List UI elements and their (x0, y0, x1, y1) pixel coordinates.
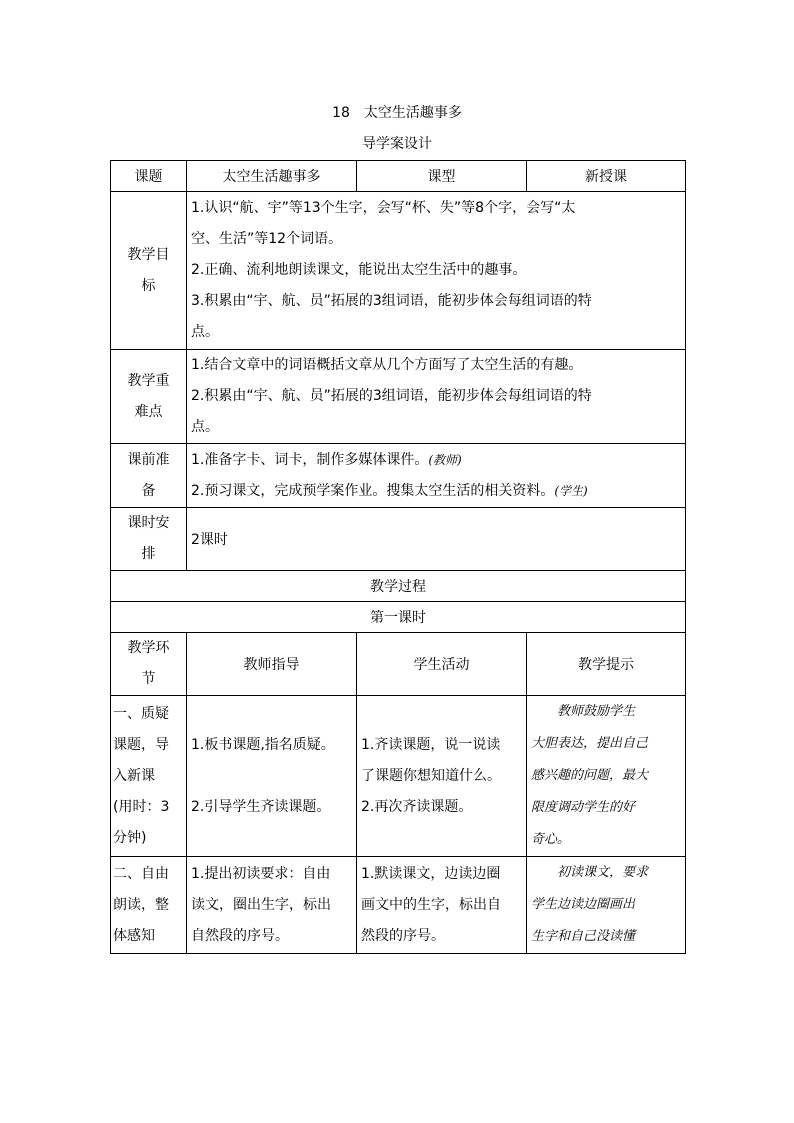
step-student-activity: 1.默读课文，边读边圈 画文中的生字，标出自 然段的序号。 (357, 857, 527, 954)
key-points-row (111, 350, 686, 444)
lesson-one-row (111, 602, 686, 633)
goal-line: 3.积累由“宇、航、员”拓展的3组词语，能初步体会每组词语的特 (191, 293, 592, 309)
topic-value: 太空生活趣事多 (187, 161, 357, 192)
type-value: 新授课 (527, 161, 686, 192)
table-row (111, 696, 686, 857)
key-points-content (187, 350, 686, 444)
step-teaching-tip: 教师鼓励学生 大胆表达，提出自己 感兴趣的问题，最大 限度调动学生的好 奇心。 (527, 696, 686, 857)
topic-label: 课题 (111, 161, 187, 192)
goal-line: 点。 (191, 324, 219, 340)
preparation-note: (教师) (428, 452, 462, 467)
goal-line: 2.正确、流利地朗读课文，能说出太空生活中的趣事。 (191, 262, 527, 278)
column-header-tips: 教学提示 (527, 633, 686, 696)
process-title: 教学过程 (111, 571, 686, 602)
key-point-line: 点。 (191, 419, 219, 435)
preparation-content (187, 444, 686, 508)
step-teaching-tip: 初读课文，要求 学生边读边圈画出 生字和自己没读懂 (527, 857, 686, 954)
goal-line: 空、生活”等12个词语。 (191, 231, 343, 247)
schedule-value: 2课时 (187, 508, 686, 571)
key-point-line: 2.积累由“宇、航、员”拓展的3组词语，能初步体会每组词语的特 (191, 388, 592, 404)
key-points-label: 教学重 难点 (111, 350, 187, 444)
preparation-line: 2.预习课文，完成预学案作业。搜集太空生活的相关资料。(学生) (191, 482, 588, 499)
preparation-line: 1.准备字卡、词卡，制作多媒体课件。(教师) (191, 451, 462, 468)
step-stage: 一、质疑 课题，导 入新课 (用时：3 分钟) (111, 696, 187, 857)
column-header-teacher: 教师指导 (187, 633, 357, 696)
document-subtitle: 导学案设计 (362, 136, 432, 152)
goal-line: 1.认识“航、宇”等13个生字，会写“杯、失”等8个字，会写“太 (191, 200, 576, 216)
goals-row (111, 192, 686, 350)
goals-content (187, 192, 686, 350)
preparation-note: (学生) (554, 483, 588, 498)
key-point-line: 1.结合文章中的词语概括文章从几个方面写了太空生活的有趣。 (191, 357, 583, 373)
schedule-row (111, 508, 686, 571)
table-row (111, 857, 686, 954)
preparation-label: 课前准 备 (111, 444, 187, 508)
step-stage: 二、自由 朗读，整 体感知 (111, 857, 187, 954)
schedule-label: 课时安 排 (111, 508, 187, 571)
goals-label: 教学目 标 (111, 192, 187, 350)
step-teacher-guidance: 1.板书课题,指名质疑。 2.引导学生齐读课题。 (187, 696, 357, 857)
info-row (111, 161, 686, 192)
column-header-stage: 教学环 节 (111, 633, 187, 696)
lesson-one-title: 第一课时 (111, 602, 686, 633)
lesson-title (0, 104, 794, 122)
step-teacher-guidance: 1.提出初读要求：自由 读文，圈出生字，标出 自然段的序号。 (187, 857, 357, 954)
step-student-activity: 1.齐读课题，说一说读 了课题你想知道什么。 2.再次齐读课题。 (357, 696, 527, 857)
type-label: 课型 (357, 161, 527, 192)
process-title-row (111, 571, 686, 602)
lesson-number: 18 (332, 105, 350, 121)
lesson-plan-table (110, 160, 686, 954)
preparation-row (111, 444, 686, 508)
lesson-title-text: 太空生活趣事多 (363, 105, 462, 121)
column-header-row (111, 633, 686, 696)
column-header-student: 学生活动 (357, 633, 527, 696)
